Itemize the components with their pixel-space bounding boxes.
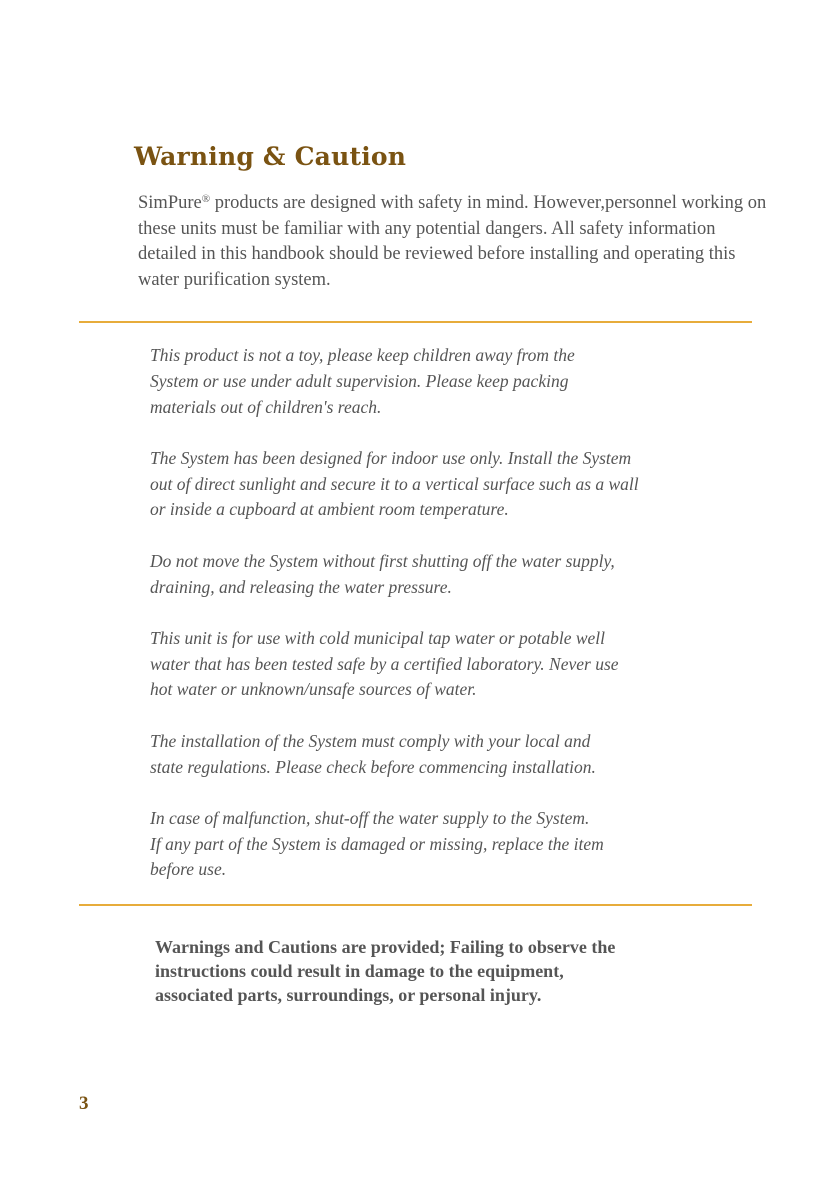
top-divider bbox=[79, 321, 752, 323]
bottom-divider bbox=[79, 904, 752, 906]
page-number: 3 bbox=[79, 1093, 89, 1114]
warning-list bbox=[150, 343, 750, 909]
warning-item-moving: Do not move the System without first shutting off the water supply, draining, and releasing the water pressure. bbox=[150, 550, 615, 597]
intro-paragraph bbox=[138, 191, 768, 293]
page-title: Warning & Caution bbox=[134, 142, 407, 171]
brand-name: SimPure bbox=[138, 193, 202, 213]
warning-item-water-source: This unit is for use with cold municipal tap water or potable well water that has been tested safe by a certified laboratory. Never use hot water or unknown/unsafe sources of water. bbox=[150, 627, 619, 700]
warning-item-malfunction: In case of malfunction, shut-off the water supply to the System. If any part of the System is damaged or missing, replace the item before use. bbox=[150, 807, 604, 880]
caution-summary: Warnings and Cautions are provided; Failing to observe the instructions could result in damage to the equipment, associated parts, surroundings, or personal injury. bbox=[155, 937, 616, 1005]
warning-item-indoor-use: The System has been designed for indoor use only. Install the System out of direct sunlight and secure it to a vertical surface such as a wall or inside a cupboard at ambient room temperature. bbox=[150, 447, 639, 520]
warning-item-children: This product is not a toy, please keep children away from the System or use under adult supervision. Please keep packing materials out of children's reach. bbox=[150, 345, 575, 417]
registered-trademark: ® bbox=[201, 193, 211, 205]
warning-item-regulations: The installation of the System must comply with your local and state regulations. Please check before commencing installation. bbox=[150, 730, 596, 777]
intro-text: products are designed with safety in mind. However,personnel working on these units must be familiar with any potential dangers. All safety information detailed in this handbook should be reviewed before installing and operating this water purification system. bbox=[138, 193, 767, 290]
